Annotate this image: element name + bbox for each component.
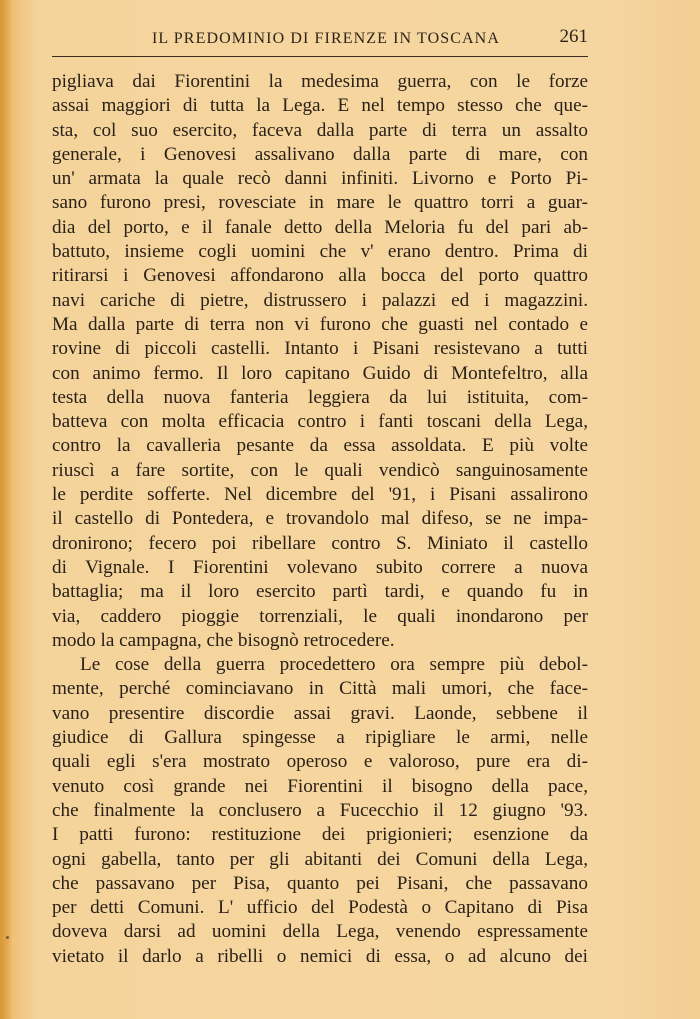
text-line: rovine di piccoli castelli. Intanto i Pisani resistevano a tutti — [52, 338, 588, 360]
text-line: sta, col suo esercito, faceva dalla parte di terra un assalto — [52, 119, 588, 141]
text-line: ogni gabella, tanto per gli abitanti dei Comuni della Lega, — [52, 848, 588, 870]
text-line: sano furono presi, rovesciate in mare le quattro torri a guar- — [52, 192, 588, 214]
text-line: le perdite sofferte. Nel dicembre del '91, i Pisani assalirono — [52, 484, 588, 506]
paragraph-last-line: modo la campagna, che bisognò retrocedere. — [52, 629, 395, 651]
text-line: mente, perché cominciavano in Città mali umori, che face- — [52, 678, 588, 700]
text-line: che finalmente la conclusero a Fucecchio il 12 giugno '93. — [52, 799, 588, 821]
text-line: con animo fermo. Il loro capitano Guido di Montefeltro, alla — [52, 362, 588, 384]
text-line: per detti Comuni. L' ufficio del Podestà o Capitano di Pisa — [52, 897, 588, 919]
running-title: IL PREDOMINIO DI FIRENZE IN TOSCANA — [152, 30, 500, 47]
page-header — [52, 26, 588, 54]
text-line: quali egli s'era mostrato operoso e valoroso, pure era di- — [52, 751, 588, 773]
text-line: di Vignale. I Fiorentini volevano subito correre a nuova — [52, 556, 588, 578]
text-line: generale, i Genovesi assalivano dalla parte di mare, con — [52, 143, 588, 165]
header-rule — [52, 56, 588, 57]
margin-speck — [6, 936, 9, 939]
body-text — [52, 70, 588, 969]
text-line: doveva darsi ad uomini della Lega, venendo espressamente — [52, 921, 588, 943]
text-line: il castello di Pontedera, e trovandolo mal difeso, se ne impa- — [52, 508, 588, 530]
text-line: via, caddero pioggie torrenziali, le quali inondarono per — [52, 605, 588, 627]
text-line: I patti furono: restituzione dei prigionieri; esenzione da — [52, 824, 588, 846]
text-line: vietato il darlo a ribelli o nemici di essa, o ad alcuno dei — [52, 945, 588, 967]
text-line: batteva con molta efficacia contro i fanti toscani della Lega, — [52, 411, 588, 433]
text-line: dia del porto, e il fanale detto della Meloria fu del pari ab- — [52, 216, 588, 238]
text-line: giudice di Gallura spingesse a ripigliare le armi, nelle — [52, 727, 588, 749]
text-line: venuto così grande nei Fiorentini il bisogno della pace, — [52, 775, 588, 797]
paragraph-first-line: Le cose della guerra procedettero ora sempre più debol- — [80, 654, 588, 676]
text-line: testa della nuova fanteria leggiera da lui istituita, com- — [52, 386, 588, 408]
text-line: battuto, insieme cogli uomini che v' erano dentro. Prima di — [52, 241, 588, 263]
text-line: ritirarsi i Genovesi affondarono alla bocca del porto quattro — [52, 265, 588, 287]
text-line: battaglia; ma il loro esercito partì tardi, e quando fu in — [52, 581, 588, 603]
text-line: navi cariche di pietre, distrussero i palazzi ed i magazzini. — [52, 289, 588, 311]
text-line: pigliava dai Fiorentini la medesima guerra, con le forze — [52, 71, 588, 92]
text-line: dronirono; fecero poi ribellare contro S. Miniato il castello — [52, 532, 588, 554]
binding-shadow — [0, 0, 12, 1019]
text-line: che passavano per Pisa, quanto pei Pisani, che passavano — [52, 872, 588, 894]
text-line: riuscì a fare sortite, con le quali vendicò sanguinosamente — [52, 459, 588, 481]
text-line: assai maggiori di tutta la Lega. E nel tempo stesso che que- — [52, 95, 588, 117]
text-line: contro la cavalleria pesante da essa assoldata. E più volte — [52, 435, 588, 457]
text-line: vano presentire discordie assai gravi. Laonde, sebbene il — [52, 702, 588, 724]
text-line: un' armata la quale recò danni infiniti. Livorno e Porto Pi- — [52, 168, 588, 190]
text-line: Ma dalla parte di terra non vi furono che guasti nel contado e — [52, 313, 588, 335]
page-number: 261 — [559, 26, 588, 47]
